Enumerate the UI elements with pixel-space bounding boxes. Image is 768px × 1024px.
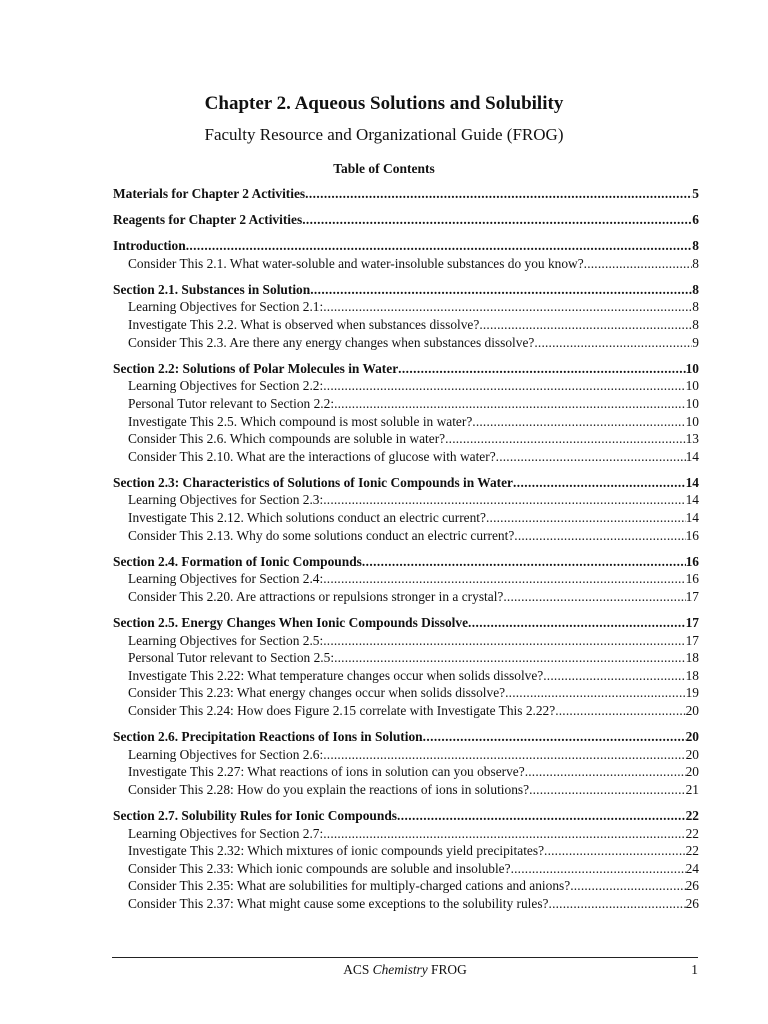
toc-leader-dots (503, 588, 685, 606)
toc-entry-label: Reagents for Chapter 2 Activities (113, 212, 303, 228)
toc-entry-label: Section 2.3: Characteristics of Solutions of Ionic Compounds in Water (113, 474, 513, 490)
toc-page-number: 16 (685, 527, 699, 543)
toc-leader-dots (302, 211, 692, 229)
footer-text (112, 961, 698, 979)
toc-page-number: 22 (685, 807, 699, 823)
toc-leader-dots (186, 237, 693, 255)
toc-page-number: 16 (685, 553, 699, 569)
toc-page-number: 20 (685, 764, 699, 780)
toc-entry-label: Learning Objectives for Section 2.4: (128, 571, 324, 587)
toc-page-number: 8 (692, 281, 699, 297)
toc-page-number: 22 (685, 843, 699, 859)
toc-entry-label: Personal Tutor relevant to Section 2.5: (128, 650, 335, 666)
toc-leader-dots (398, 360, 685, 378)
toc-leader-dots (445, 430, 686, 448)
toc-page-number: 17 (685, 632, 699, 648)
toc-section-entry[interactable] (113, 728, 699, 746)
toc-leader-dots (549, 895, 686, 913)
toc-section-entry[interactable] (113, 474, 699, 492)
toc-entry-label: Learning Objectives for Section 2.1: (128, 299, 324, 315)
toc-leader-dots (525, 763, 686, 781)
toc-subentry[interactable] (113, 298, 699, 316)
toc-leader-dots (543, 667, 685, 685)
toc-subentry[interactable] (113, 509, 699, 527)
toc-entry-label: Investigate This 2.5. Which compound is most soluble in water? (128, 413, 473, 429)
toc-entry-label: Consider This 2.3. Are there any energy changes when substances dissolve? (128, 334, 535, 350)
toc-page-number: 14 (685, 448, 699, 464)
toc-page-number: 5 (692, 186, 699, 201)
toc-page-number: 10 (685, 413, 699, 429)
footer-prefix: ACS (343, 962, 373, 977)
toc-leader-dots (323, 298, 692, 316)
toc-entry-label: Section 2.6. Precipitation Reactions of Ions in Solution (113, 729, 423, 745)
toc-page-number: 8 (692, 238, 699, 254)
toc-leader-dots (479, 316, 692, 334)
toc-section-entry[interactable] (113, 553, 699, 571)
toc-page-number: 14 (685, 510, 699, 525)
toc-entry-label: Consider This 2.20. Are attractions or repulsions stronger in a crystal? (128, 588, 504, 604)
toc-entry-label: Section 2.5. Energy Changes When Ionic Compounds Dissolve (113, 614, 469, 630)
toc-subentry[interactable] (113, 316, 699, 334)
toc-page-number: 10 (685, 395, 699, 411)
toc-subentry[interactable] (113, 877, 699, 895)
toc-page-number: 10 (685, 378, 699, 394)
toc-subentry[interactable] (113, 702, 699, 720)
toc-subentry[interactable] (113, 395, 699, 413)
toc-entry-label: Learning Objectives for Section 2.7: (128, 825, 324, 841)
toc-entry-label: Section 2.4. Formation of Ionic Compounds (113, 553, 362, 569)
toc-section-entry[interactable] (113, 237, 699, 255)
footer-italic: Chemistry (372, 962, 428, 977)
toc-entry-label: Section 2.7. Solubility Rules for Ionic Compounds (113, 807, 397, 823)
toc-entry-label: Learning Objectives for Section 2.3: (128, 492, 324, 508)
toc-page-number: 18 (685, 650, 699, 666)
toc-subentry[interactable] (113, 684, 699, 702)
toc-entry-label: Consider This 2.33: Which ionic compounds are soluble and insoluble? (128, 860, 511, 876)
toc-subentry[interactable] (113, 588, 699, 606)
toc-section-entry[interactable] (113, 185, 699, 203)
toc-entry-label: Learning Objectives for Section 2.2: (128, 378, 324, 394)
toc-subentry[interactable] (113, 413, 699, 431)
toc-entry-label: Consider This 2.13. Why do some solutions conduct an electric current? (128, 527, 515, 543)
toc-entry-label: Investigate This 2.22: What temperature changes occur when solids dissolve? (128, 667, 544, 683)
toc-page-number: 16 (685, 571, 699, 587)
toc-leader-dots (323, 746, 685, 764)
toc-leader-dots (362, 553, 686, 571)
toc-entry-label: Consider This 2.10. What are the interactions of glucose with water? (128, 448, 496, 464)
toc-leader-dots (513, 474, 686, 492)
toc-page-number: 24 (685, 860, 699, 876)
toc-entry-label: Consider This 2.6. Which compounds are soluble in water? (128, 431, 446, 447)
toc-entry-label: Materials for Chapter 2 Activities (113, 186, 306, 201)
table-of-contents (113, 185, 699, 912)
toc-subentry[interactable] (113, 334, 699, 352)
toc-leader-dots (496, 448, 686, 466)
toc-entry-label: Consider This 2.35: What are solubilities for multiply-charged cations and anions? (128, 878, 571, 894)
toc-subentry[interactable] (113, 570, 699, 588)
toc-entry-label: Consider This 2.37: What might cause some exceptions to the solubility rules? (128, 895, 549, 911)
toc-entry-label: Consider This 2.23: What energy changes occur when solids dissolve? (128, 685, 506, 701)
toc-page-number: 8 (692, 317, 699, 333)
toc-page-number: 26 (685, 878, 699, 894)
toc-leader-dots (423, 728, 686, 746)
toc-subentry[interactable] (113, 860, 699, 878)
toc-leader-dots (323, 491, 685, 509)
toc-subentry[interactable] (113, 842, 699, 860)
footer-suffix: FROG (427, 962, 467, 977)
toc-page-number: 18 (685, 667, 699, 683)
toc-section-entry[interactable] (113, 281, 699, 299)
toc-page-number: 21 (685, 781, 699, 797)
toc-leader-dots (323, 825, 685, 843)
toc-page-number: 8 (692, 255, 699, 271)
toc-page-number: 19 (685, 685, 699, 701)
toc-leader-dots (472, 413, 685, 431)
toc-leader-dots (570, 877, 685, 895)
toc-entry-label: Section 2.2: Solutions of Polar Molecules in Water (113, 360, 399, 376)
toc-subentry[interactable] (113, 895, 699, 913)
toc-heading: Table of Contents (333, 161, 435, 176)
toc-page-number: 20 (685, 746, 699, 762)
toc-leader-dots (534, 334, 692, 352)
toc-leader-dots (323, 377, 685, 395)
toc-page-number: 9 (692, 334, 699, 350)
toc-page-number: 26 (685, 895, 699, 911)
toc-page-number: 14 (685, 492, 699, 508)
toc-page-number: 20 (685, 729, 699, 745)
toc-leader-dots (514, 527, 685, 545)
toc-entry-label: Learning Objectives for Section 2.5: (128, 632, 324, 648)
toc-leader-dots (468, 614, 686, 632)
toc-leader-dots (486, 509, 686, 527)
toc-page-number: 8 (692, 299, 699, 315)
toc-subentry[interactable] (113, 448, 699, 466)
toc-section-entry[interactable] (113, 360, 699, 378)
toc-entry-label: Consider This 2.1. What water-soluble and water-insoluble substances do you know? (128, 255, 584, 271)
toc-leader-dots (334, 395, 686, 413)
toc-entry-label: Investigate This 2.2. What is observed when substances dissolve? (128, 317, 480, 333)
toc-page-number: 17 (685, 588, 699, 604)
toc-subentry[interactable] (113, 781, 699, 799)
toc-leader-dots (544, 842, 686, 860)
toc-section-entry[interactable] (113, 807, 699, 825)
toc-leader-dots (505, 684, 686, 702)
toc-subentry[interactable] (113, 430, 699, 448)
toc-leader-dots (334, 649, 686, 667)
toc-subentry[interactable] (113, 632, 699, 650)
toc-leader-dots (555, 702, 685, 720)
toc-entry-label: Introduction (113, 238, 186, 254)
toc-entry-label: Consider This 2.24: How does Figure 2.15 correlate with Investigate This 2.22? (128, 702, 556, 718)
toc-page-number: 13 (685, 431, 699, 447)
toc-page-number: 17 (685, 614, 699, 630)
toc-leader-dots (584, 255, 693, 273)
page-number: 1 (691, 962, 698, 977)
toc-subentry[interactable] (113, 491, 699, 509)
toc-leader-dots (529, 781, 686, 799)
toc-page-number: 14 (685, 474, 699, 490)
toc-page-number: 22 (685, 825, 699, 841)
toc-entry-label: Consider This 2.28: How do you explain the reactions of ions in solutions? (128, 781, 530, 797)
toc-leader-dots (397, 807, 686, 825)
toc-subentry[interactable] (113, 255, 699, 273)
toc-leader-dots (323, 632, 685, 650)
toc-subentry[interactable] (113, 649, 699, 667)
toc-page-number: 6 (692, 212, 699, 228)
toc-entry-label: Section 2.1. Substances in Solution (113, 281, 311, 297)
toc-entry-label: Personal Tutor relevant to Section 2.2: (128, 395, 335, 411)
toc-page-number: 10 (685, 360, 699, 376)
toc-leader-dots (323, 570, 685, 588)
page-title: Chapter 2. Aqueous Solutions and Solubility (204, 93, 564, 114)
toc-entry-label: Investigate This 2.12. Which solutions conduct an electric current? (128, 510, 486, 525)
toc-leader-dots (511, 860, 686, 878)
toc-leader-dots (305, 185, 692, 203)
toc-entry-label: Learning Objectives for Section 2.6: (128, 746, 324, 762)
toc-section-entry[interactable] (113, 211, 699, 229)
toc-subentry[interactable] (113, 763, 699, 781)
page-subtitle: Faculty Resource and Organizational Guide (FROG) (204, 125, 564, 144)
toc-subentry[interactable] (113, 667, 699, 685)
toc-section-entry[interactable] (113, 614, 699, 632)
footer-divider (112, 957, 698, 958)
toc-entry-label: Investigate This 2.27: What reactions of ions in solution can you observe? (128, 764, 525, 780)
toc-subentry[interactable] (113, 825, 699, 843)
toc-leader-dots (310, 281, 692, 299)
toc-page-number: 20 (685, 702, 699, 718)
toc-entry-label: Investigate This 2.32: Which mixtures of ionic compounds yield precipitates? (128, 843, 545, 859)
toc-subentry[interactable] (113, 377, 699, 395)
page-footer (112, 961, 698, 979)
toc-subentry[interactable] (113, 527, 699, 545)
toc-subentry[interactable] (113, 746, 699, 764)
